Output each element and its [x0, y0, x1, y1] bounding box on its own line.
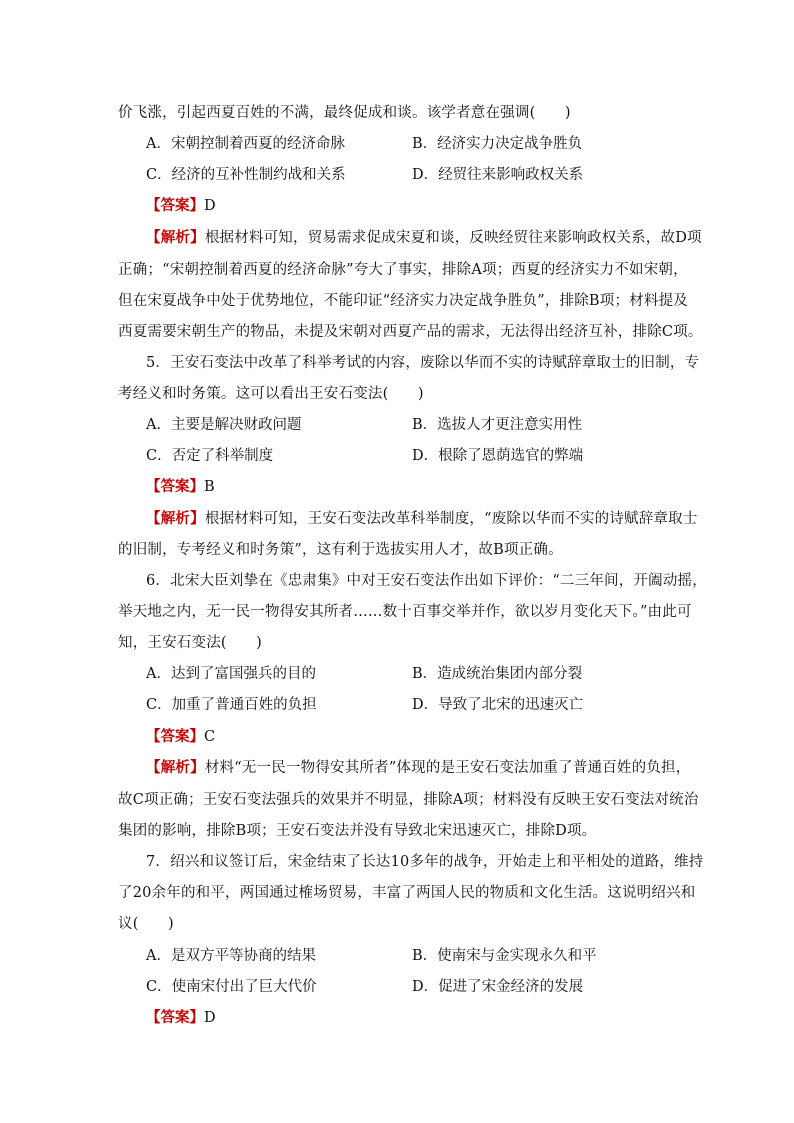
q6-option-c: C．加重了普通百姓的负担	[146, 697, 317, 713]
q7-stem-line: 了20余年的和平，两国通过榷场贸易，丰富了两国人民的物质和文化生活。这说明绍兴和	[118, 885, 696, 901]
q4-option-a: A．宋朝控制着西夏的经济命脉	[146, 136, 345, 152]
answer-tag: 【答案】	[146, 478, 204, 495]
q4-stem-tail: 价飞涨，引起西夏百姓的不满，最终促成和谈。该学者意在强调( )	[118, 105, 571, 121]
q5-analysis-line: 【解析】根据材料可知，王安石变法改革科举制度，“废除以华而不实的诗赋辞章取士	[146, 510, 698, 527]
q4-analysis-line: 正确；“宋朝控制着西夏的经济命脉”夸大了事实，排除A项；西夏的经济实力不如宋朝，	[118, 262, 688, 278]
q4-analysis-line: 但在宋夏战争中处于优势地位，不能印证“经济实力决定战争胜负”，排除B项；材料提及	[118, 293, 688, 309]
q5-stem-line: 考经义和时务策。这可以看出王安石变法( )	[118, 386, 424, 402]
q7-stem-line: 议( )	[118, 916, 174, 932]
analysis-tag: 【解析】	[146, 759, 205, 776]
answer-tag: 【答案】	[146, 197, 204, 214]
q6-option-a: A．达到了富国强兵的目的	[146, 666, 316, 682]
q7-answer	[146, 1008, 216, 1028]
q5-option-d: D．根除了恩荫选官的弊端	[412, 448, 584, 464]
q4-option-d: D．经贸往来影响政权关系	[412, 167, 584, 183]
answer-value: D	[204, 198, 216, 214]
q5-option-c: C．否定了科举制度	[146, 448, 274, 464]
q7-stem-line: 7．绍兴和议签订后，宋金结束了长达10多年的战争，开始走上和平相处的道路，维持	[146, 854, 704, 870]
q4-option-c: C．经济的互补性制约战和关系	[146, 167, 346, 183]
q4-analysis-line: 【解析】根据材料可知，贸易需求促成宋夏和谈，反映经贸往来影响政权关系，故D项	[146, 229, 702, 246]
q6-analysis-line: 故C项正确；王安石变法强兵的效果并不明显，排除A项；材料没有反映王安石变法对统治	[118, 792, 699, 808]
analysis-tag: 【解析】	[146, 229, 205, 246]
q4-answer	[146, 196, 216, 216]
q6-option-d: D．导致了北宋的迅速灭亡	[412, 697, 584, 713]
q6-option-b: B．造成统治集团内部分裂	[412, 666, 583, 682]
q6-answer	[146, 727, 215, 747]
q4-analysis-line: 西夏需要宋朝生产的物品，未提及宋朝对西夏产品的需求，无法得出经济互补，排除C项。	[118, 324, 703, 340]
q6-analysis-line: 集团的影响，排除B项；王安石变法并没有导致北宋迅速灭亡，排除D项。	[118, 823, 597, 839]
q6-analysis-line: 【解析】材料“无一民一物得安其所者”体现的是王安石变法加重了普通百姓的负担，	[146, 759, 691, 776]
q5-option-b: B．选拔人才更注意实用性	[412, 417, 583, 433]
q5-answer	[146, 477, 215, 497]
q6-stem-line: 知，王安石变法( )	[118, 635, 263, 651]
q6-stem-line: 举天地之内，无一民一物得安其所者……数十百事交举并作，欲以岁月变化天下。”由此可	[118, 604, 692, 620]
answer-value: D	[204, 1010, 216, 1026]
answer-tag: 【答案】	[146, 1009, 204, 1026]
analysis-tag: 【解析】	[146, 510, 205, 527]
answer-tag: 【答案】	[146, 728, 204, 745]
q5-analysis-line: 的旧制，专考经义和时务策”，这有利于选拔实用人才，故B项正确。	[118, 542, 563, 558]
q5-option-a: A．主要是解决财政问题	[146, 417, 302, 433]
q5-stem-line: 5．王安石变法中改革了科举考试的内容，废除以华而不实的诗赋辞章取士的旧制，专	[146, 355, 700, 371]
q4-option-b: B．经济实力决定战争胜负	[412, 136, 583, 152]
q7-option-b: B．使南宋与金实现永久和平	[412, 948, 597, 964]
q6-stem-line: 6．北宋大臣刘挚在《忠肃集》中对王安石变法作出如下评价：“二三年间，开阖动摇，	[146, 573, 707, 589]
q7-option-c: C．使南宋付出了巨大代价	[146, 979, 317, 995]
q7-option-a: A．是双方平等协商的结果	[146, 948, 316, 964]
answer-value: B	[204, 479, 215, 495]
q7-option-d: D．促进了宋金经济的发展	[412, 979, 584, 995]
answer-value: C	[204, 729, 216, 745]
